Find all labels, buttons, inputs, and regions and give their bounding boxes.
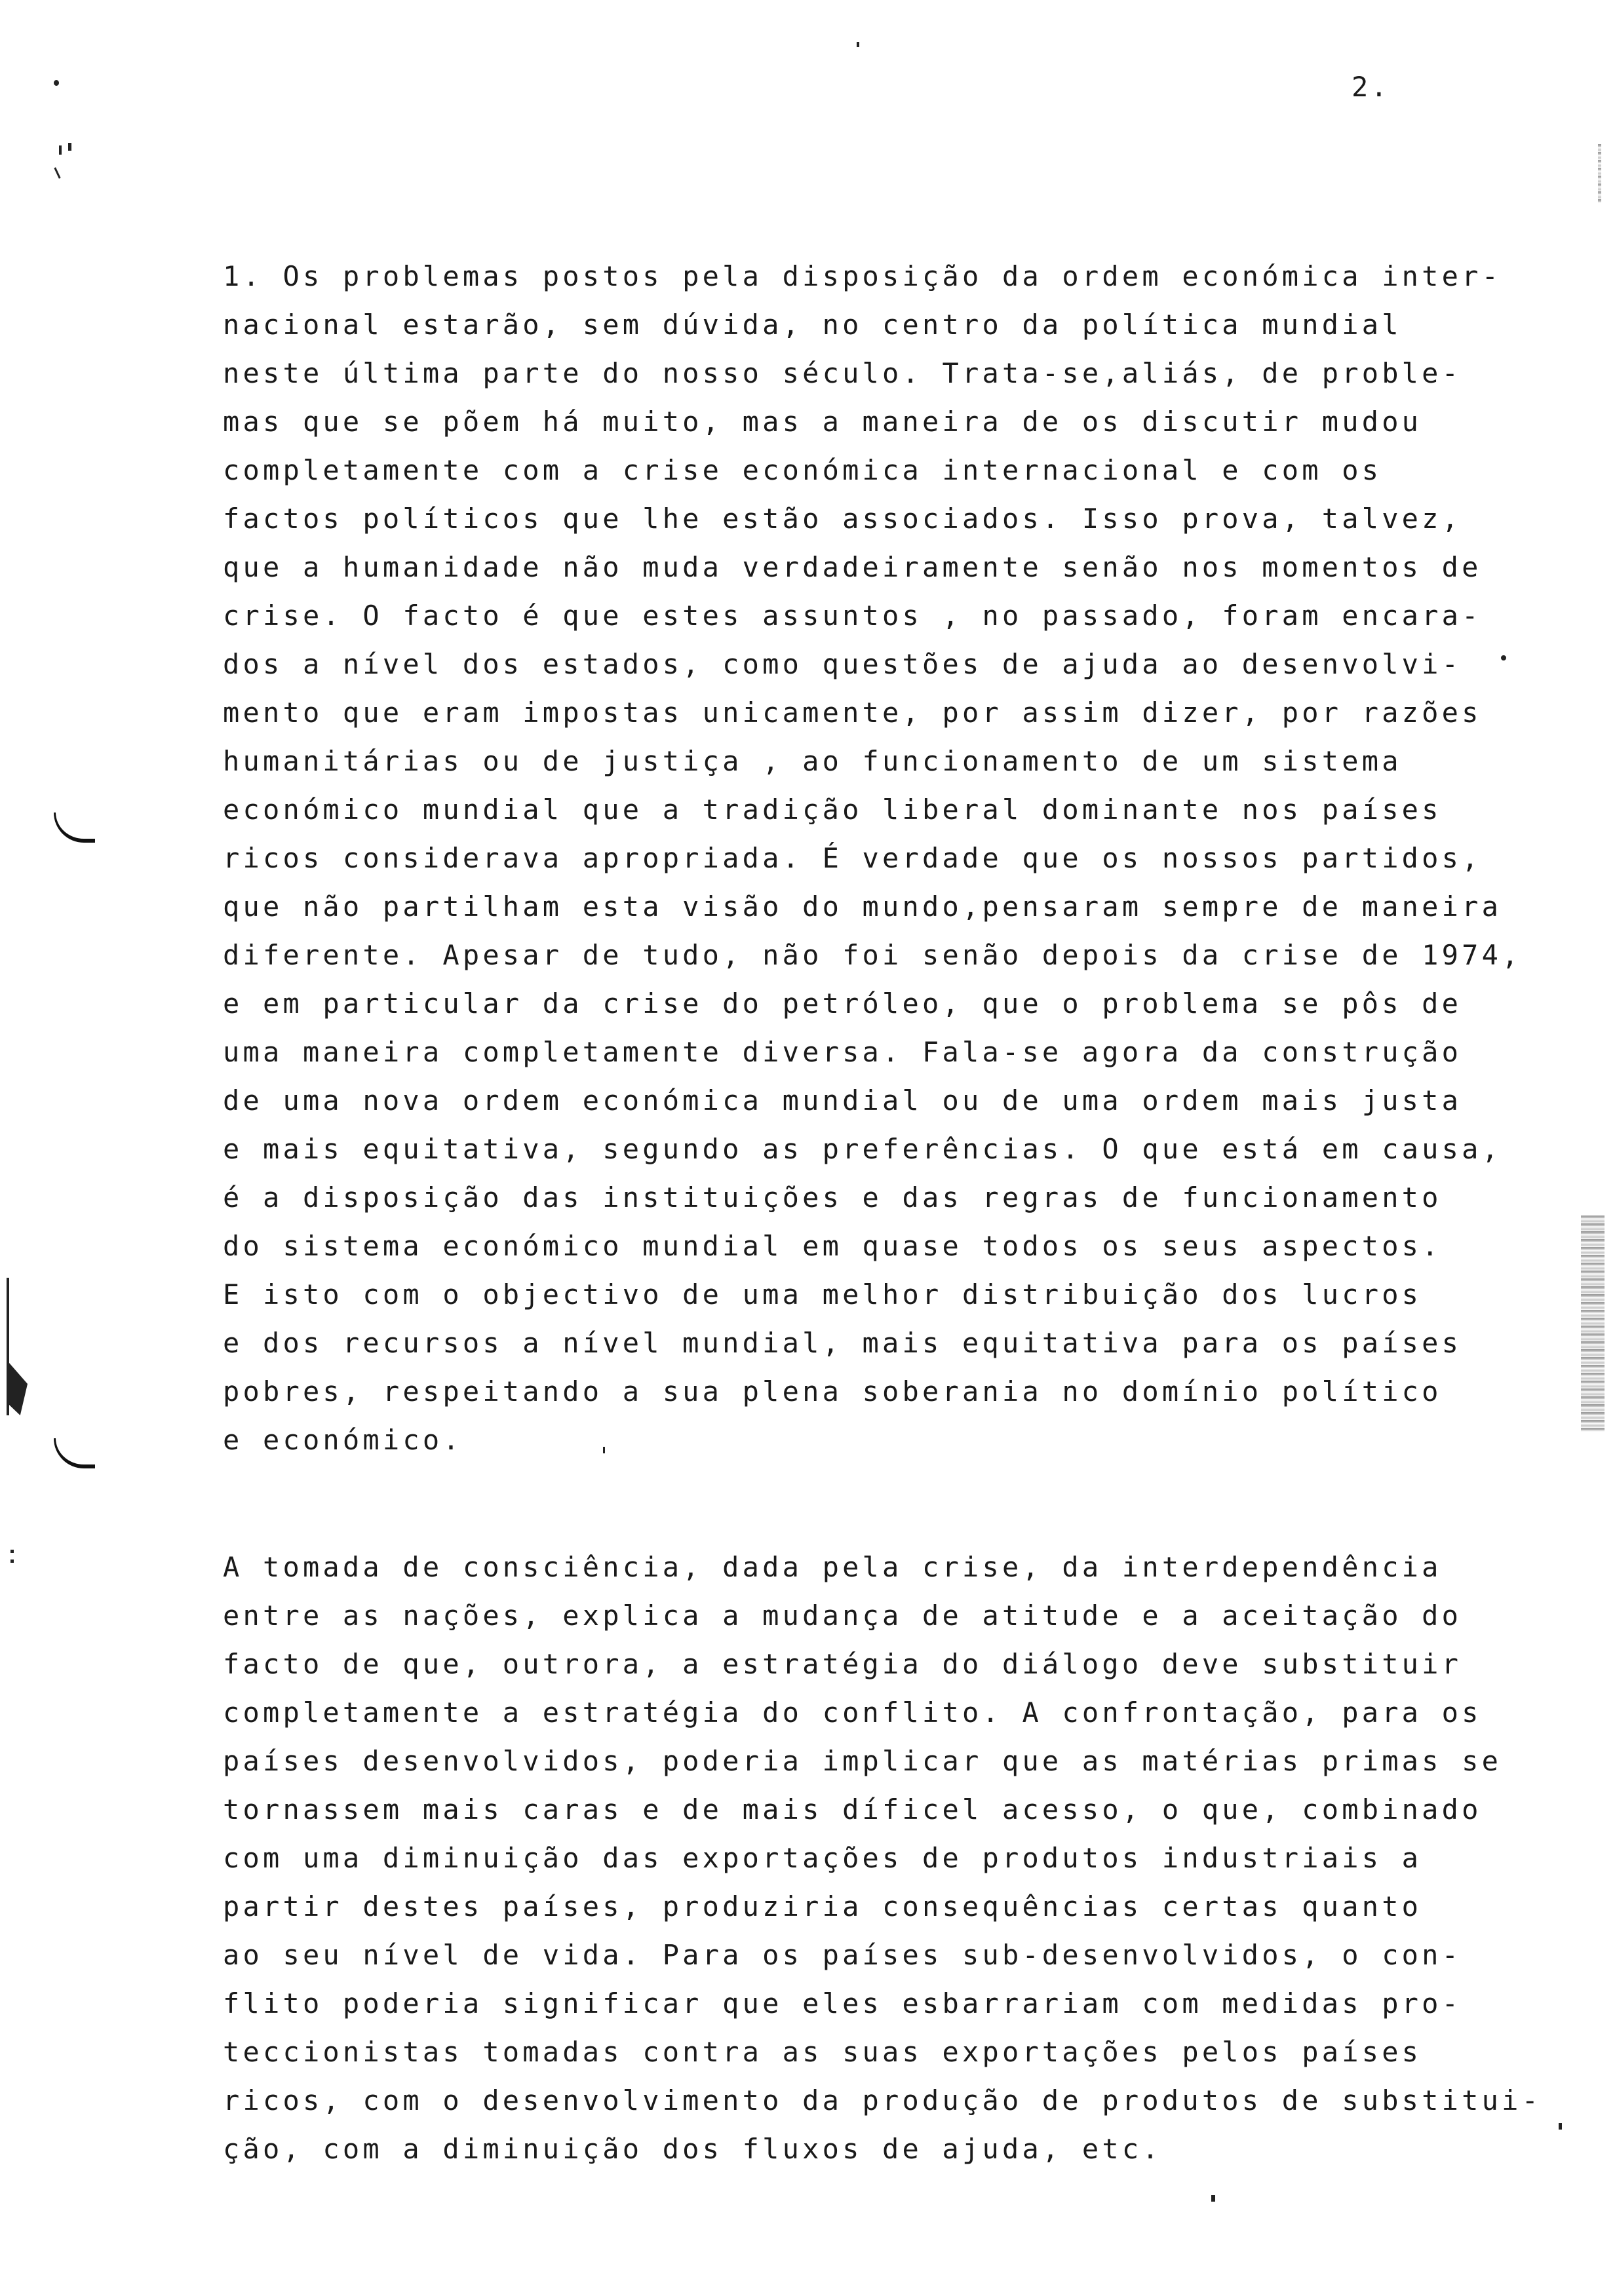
- text-line: e em particular da crise do petróleo, que o problema se pôs de: [223, 987, 1462, 1020]
- text-line: uma maneira completamente diversa. Fala-se agora da construção: [223, 1036, 1462, 1068]
- text-line: A tomada de consciência, dada pela crise, da interdependência: [223, 1551, 1442, 1583]
- scan-edge-mark: [9, 1363, 28, 1415]
- text-line: 1. Os problemas postos pela disposição da ordem económica inter-: [223, 260, 1502, 292]
- scan-speck: [1211, 2195, 1215, 2202]
- text-line: mas que se põem há muito, mas a maneira de os discutir mudou: [223, 406, 1422, 438]
- text-line: nacional estarão, sem dúvida, no centro da política mundial: [223, 309, 1402, 341]
- page-number: 2.: [1352, 71, 1390, 103]
- text-line: do sistema económico mundial em quase todos os seus aspectos.: [223, 1230, 1442, 1262]
- scan-speck: [10, 1550, 14, 1553]
- binder-hole-mark: [54, 813, 95, 843]
- text-line: crise. O facto é que estes assuntos , no passado, foram encara-: [223, 600, 1482, 632]
- text-line: humanitárias ou de justiça , ao funcionamento de um sistema: [223, 745, 1402, 777]
- text-line: que não partilham esta visão do mundo,pensaram sempre de maneira: [223, 890, 1502, 923]
- text-line: completamente com a crise económica internacional e com os: [223, 454, 1382, 486]
- text-line: E isto com o objectivo de uma melhor distribuição dos lucros: [223, 1278, 1422, 1311]
- scan-speck: [68, 143, 71, 151]
- text-line: neste última parte do nosso século. Trata-se,aliás, de proble-: [223, 357, 1462, 389]
- scan-edge-strip: [1598, 144, 1601, 203]
- binder-hole-mark: [54, 1438, 95, 1468]
- text-line: ção, com a diminuição dos fluxos de ajuda, etc.: [223, 2133, 1162, 2165]
- text-line: com uma diminuição das exportações de produtos industriais a: [223, 1842, 1422, 1874]
- scan-speck: [59, 145, 62, 155]
- text-line: que a humanidade não muda verdadeiramente senão nos momentos de: [223, 551, 1482, 583]
- text-line: mento que eram impostas unicamente, por assim dizer, por razões: [223, 697, 1482, 729]
- text-line: ricos, com o desenvolvimento da produção de produtos de substitui-: [223, 2084, 1542, 2116]
- text-line: económico mundial que a tradição liberal dominante nos países: [223, 794, 1442, 826]
- text-line: diferente. Apesar de tudo, não foi senão depois da crise de 1974,: [223, 939, 1522, 971]
- paragraph-1: [223, 252, 1522, 1464]
- scan-speck: [10, 1559, 14, 1563]
- text-line: pobres, respeitando a sua plena soberania no domínio político: [223, 1375, 1442, 1407]
- text-line: e económico.: [223, 1424, 463, 1456]
- scan-edge-strip: [1581, 1215, 1605, 1432]
- scan-speck: [54, 167, 60, 179]
- text-line: factos políticos que lhe estão associados. Isso prova, talvez,: [223, 503, 1462, 535]
- text-line: completamente a estratégia do conflito. A confrontação, para os: [223, 1696, 1482, 1729]
- text-line: países desenvolvidos, poderia implicar que as matérias primas se: [223, 1745, 1502, 1777]
- text-line: é a disposição das instituições e das regras de funcionamento: [223, 1181, 1442, 1214]
- text-line: ao seu nível de vida. Para os países sub-desenvolvidos, o con-: [223, 1939, 1462, 1971]
- text-line: facto de que, outrora, a estratégia do diálogo deve substituir: [223, 1648, 1462, 1680]
- text-line: teccionistas tomadas contra as suas exportações pelos países: [223, 2036, 1422, 2068]
- text-line: de uma nova ordem económica mundial ou de uma ordem mais justa: [223, 1084, 1462, 1117]
- scan-speck: [1559, 2123, 1562, 2130]
- text-line: dos a nível dos estados, como questões de ajuda ao desenvolvi-: [223, 648, 1462, 680]
- scan-speck: [54, 80, 59, 86]
- scan-edge-mark: [7, 1278, 9, 1415]
- paragraph-2: [223, 1543, 1542, 2173]
- text-line: e mais equitativa, segundo as preferências. O que está em causa,: [223, 1133, 1502, 1165]
- text-line: ricos considerava apropriada. É verdade que os nossos partidos,: [223, 842, 1482, 874]
- text-line: e dos recursos a nível mundial, mais equitativa para os países: [223, 1327, 1462, 1359]
- text-line: entre as nações, explica a mudança de atitude e a aceitação do: [223, 1599, 1462, 1632]
- scan-speck: [857, 42, 859, 47]
- text-line: partir destes países, produziria consequências certas quanto: [223, 1890, 1422, 1923]
- text-line: tornassem mais caras e de mais díficel acesso, o que, combinado: [223, 1793, 1482, 1826]
- text-line: flito poderia significar que eles esbarrariam com medidas pro-: [223, 1987, 1462, 2019]
